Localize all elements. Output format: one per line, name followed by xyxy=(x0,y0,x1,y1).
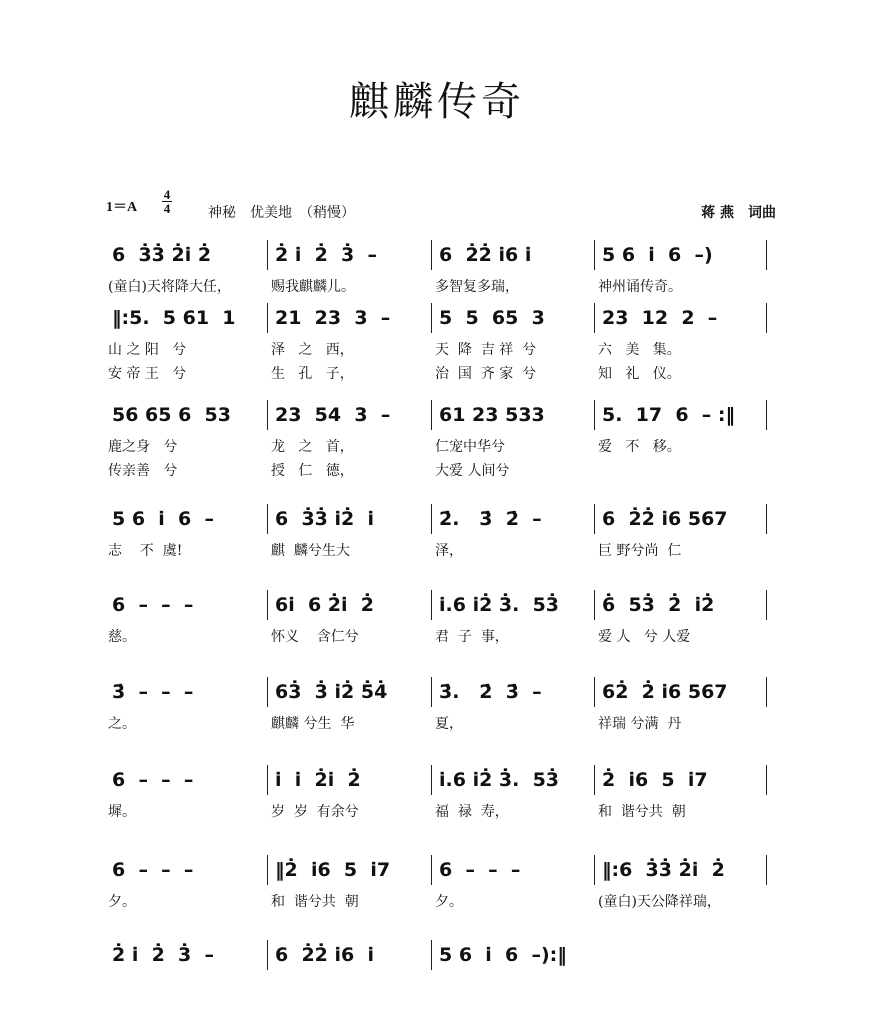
barline xyxy=(267,240,268,270)
lyric-line: 夏， xyxy=(435,716,463,732)
barline xyxy=(594,590,595,620)
measure-notes: 6 3̇3̇ 2̇i̇ 2̇ xyxy=(112,244,212,266)
measure-notes: 5 5 65 3 xyxy=(439,307,545,329)
notation-system xyxy=(108,504,770,584)
notes-row xyxy=(108,765,770,795)
measure-notes: 63̇ 3̇ i̇2̇ 5̇4̇ xyxy=(275,681,388,703)
barline xyxy=(594,303,595,333)
notation-system xyxy=(108,940,770,1020)
measure-notes: 2̇ i̇ 2̇ 3̇ – xyxy=(275,244,377,266)
measure xyxy=(602,504,728,534)
lyric-line: 泽， xyxy=(435,543,463,559)
barline xyxy=(594,504,595,534)
measure xyxy=(439,400,545,430)
measure xyxy=(439,303,545,333)
measure-notes: 6 – – – xyxy=(112,769,194,791)
barline xyxy=(431,677,432,707)
measure-notes: 6i̇ 6 2̇i̇ 2̇ xyxy=(275,594,374,616)
barline xyxy=(267,765,268,795)
measure-notes: 6 2̇2̇ i̇6 567 xyxy=(602,508,728,530)
notation-system xyxy=(108,765,770,845)
barline xyxy=(594,240,595,270)
measure-notes: 5 6 i̇ 6 – xyxy=(112,508,214,530)
lyric-line: 祥瑞 兮满 丹 xyxy=(598,716,682,732)
measure-notes: 2̇ i̇6 5 i̇7 xyxy=(602,769,708,791)
lyric-line: 授 仁 德， xyxy=(271,463,354,479)
measure-notes: 2̇. 3̇ 2̇ – xyxy=(439,508,542,530)
barline xyxy=(766,400,767,430)
time-signature: 4 4 xyxy=(163,187,171,216)
barline xyxy=(594,400,595,430)
notes-row xyxy=(108,855,770,885)
measure xyxy=(439,765,559,795)
barline xyxy=(594,855,595,885)
measure xyxy=(439,940,567,970)
tempo-marking: 神秘 优美地 （稍慢） xyxy=(208,205,355,221)
author-credit: 蒋 燕 词曲 xyxy=(701,205,776,221)
lyric-line: 鹿之身 兮 xyxy=(108,439,178,455)
lyric-line: 多智复多瑞， xyxy=(435,279,519,295)
measure xyxy=(112,677,193,707)
lyric-line: 巨 野兮尚 仁 xyxy=(598,543,682,559)
barline xyxy=(267,940,268,970)
barline xyxy=(766,590,767,620)
barline xyxy=(431,504,432,534)
measure-notes: 6 2̇2̇ i̇6 i̇ xyxy=(275,944,374,966)
lyric-line: 六 美 集。 xyxy=(598,342,681,358)
barline xyxy=(431,400,432,430)
barline xyxy=(766,240,767,270)
measure xyxy=(439,240,531,270)
barline xyxy=(431,940,432,970)
measure-notes: 3̇ – – – xyxy=(112,681,194,703)
lyric-line: 山 之 阳 兮 xyxy=(108,342,187,358)
lyric-line: 志 不 虞! xyxy=(108,543,183,559)
measure xyxy=(275,855,390,885)
measure-notes: 6 2̇2̇ i̇6 i̇ xyxy=(439,244,532,266)
measure-notes: 21 23 3 – xyxy=(275,307,391,329)
lyric-line: 福 禄 寿， xyxy=(435,804,509,820)
lyric-line: 夕。 xyxy=(435,894,463,910)
measure-notes: i̇.6 i̇2̇ 3̇. 53̇ xyxy=(439,594,560,616)
measure xyxy=(602,240,713,270)
barline xyxy=(594,677,595,707)
measure xyxy=(275,303,390,333)
measure xyxy=(112,400,231,430)
barline xyxy=(267,400,268,430)
lyric-line: 神州诵传奇。 xyxy=(598,279,682,295)
lyric-line: 治 国 齐 家 兮 xyxy=(435,366,537,382)
key-signature: 1＝A xyxy=(106,200,138,215)
measure xyxy=(112,765,193,795)
notes-row xyxy=(108,940,770,970)
lyric-line: 和 谐兮共 朝 xyxy=(598,804,686,820)
notes-row xyxy=(108,677,770,707)
notes-row xyxy=(108,590,770,620)
barline xyxy=(766,855,767,885)
barline xyxy=(431,240,432,270)
notation-system xyxy=(108,303,770,383)
barline xyxy=(267,303,268,333)
measure-notes: 23 54 3 – xyxy=(275,404,391,426)
measure xyxy=(439,504,542,534)
lyric-line: 爱 人 兮 人爱 xyxy=(598,629,691,645)
measure xyxy=(602,765,708,795)
measure xyxy=(112,303,236,333)
lyric-line: 赐我麒麟儿。 xyxy=(271,279,355,295)
barline xyxy=(431,765,432,795)
notes-row xyxy=(108,400,770,430)
lyric-line: 生 孔 子， xyxy=(271,366,354,382)
barline xyxy=(431,855,432,885)
measure-notes: 2̇ i̇ 2̇ 3̇ – xyxy=(112,944,214,966)
lyric-line: 仁宠中华兮 xyxy=(435,439,505,455)
notes-row xyxy=(108,303,770,333)
measure xyxy=(439,590,559,620)
measure xyxy=(112,855,193,885)
lyric-line: (童白)天将降大任， xyxy=(108,279,231,295)
measure xyxy=(275,940,374,970)
measure xyxy=(275,590,374,620)
lyric-line: 和 谐兮共 朝 xyxy=(271,894,359,910)
lyric-line: (童白)天公降祥瑞， xyxy=(598,894,721,910)
measure-notes: 6 – – – xyxy=(439,859,521,881)
barline xyxy=(766,504,767,534)
lyric-line: 爱 不 移。 xyxy=(598,439,681,455)
barline xyxy=(594,765,595,795)
measure-notes: 61 23 533 xyxy=(439,404,545,426)
lyric-line: 慈。 xyxy=(108,629,136,645)
notation-system xyxy=(108,855,770,935)
notes-row xyxy=(108,240,770,270)
measure xyxy=(602,855,725,885)
measure xyxy=(602,677,728,707)
lyric-line: 君 子 事， xyxy=(435,629,509,645)
measure-notes: 5 6 i̇ 6 –) xyxy=(602,244,713,266)
measure-notes: 6 3̇3̇ i̇2̇ i̇ xyxy=(275,508,374,530)
measure xyxy=(112,590,193,620)
barline xyxy=(267,855,268,885)
barline xyxy=(431,590,432,620)
score-header xyxy=(106,188,776,228)
lyric-line: 岁 岁 有余兮 xyxy=(271,804,359,820)
measure xyxy=(439,677,542,707)
measure-notes: 6 – – – xyxy=(112,594,194,616)
lyric-line: 麒麟 兮生 华 xyxy=(271,716,355,732)
measure-notes: ‖:6 3̇3̇ 2̇i̇ 2̇ xyxy=(602,859,725,881)
barline xyxy=(267,677,268,707)
measure xyxy=(439,855,520,885)
lyric-line: 夕。 xyxy=(108,894,136,910)
measure xyxy=(275,765,361,795)
barline xyxy=(431,303,432,333)
lyric-line: 麒 麟兮生大 xyxy=(271,543,350,559)
measure xyxy=(112,940,214,970)
notation-system xyxy=(108,590,770,670)
measure xyxy=(602,590,714,620)
measure-notes: 6 – – – xyxy=(112,859,194,881)
lyric-line: 墀。 xyxy=(108,804,136,820)
measure-notes: ‖2̇ i̇6 5 i̇7 xyxy=(275,859,391,881)
barline xyxy=(267,504,268,534)
measure-notes: ‖:5. 5 61 1 xyxy=(112,307,236,329)
measure-notes: 6̇ 53̇ 2̇ i̇2̇ xyxy=(602,594,715,616)
lyric-line: 怀义 含仁兮 xyxy=(271,629,359,645)
notation-system xyxy=(108,400,770,480)
measure-notes: i̇ i̇ 2̇i̇ 2̇ xyxy=(275,769,361,791)
barline xyxy=(766,677,767,707)
measure xyxy=(275,240,377,270)
measure-notes: 23 12 2 – xyxy=(602,307,718,329)
notation-system xyxy=(108,677,770,757)
lyric-line: 天 降 吉 祥 兮 xyxy=(435,342,537,358)
lyric-line: 安 帝 王 兮 xyxy=(108,366,187,382)
notes-row xyxy=(108,504,770,534)
lyric-line: 泽 之 西， xyxy=(271,342,354,358)
measure xyxy=(602,400,735,430)
measure-notes: 3̇. 2̇ 3̇ – xyxy=(439,681,542,703)
measure-notes: 5 6 i̇ 6 –):‖ xyxy=(439,944,567,966)
song-title: 麒麟传奇 xyxy=(349,79,525,125)
measure xyxy=(275,504,374,534)
lyric-line: 传亲善 兮 xyxy=(108,463,178,479)
barline xyxy=(766,765,767,795)
measure-notes: 56 65 6 53 xyxy=(112,404,232,426)
measure xyxy=(112,504,214,534)
lyric-line: 之。 xyxy=(108,716,136,732)
measure-notes: 62̇ 2̇ i̇6 567 xyxy=(602,681,728,703)
measure-notes: 5. 17 6 – :‖ xyxy=(602,404,735,426)
lyric-line: 知 礼 仪。 xyxy=(598,366,681,382)
measure-notes: i̇.6 i̇2̇ 3̇. 53̇ xyxy=(439,769,560,791)
measure xyxy=(275,677,387,707)
lyric-line: 大爱 人间兮 xyxy=(435,463,510,479)
measure xyxy=(602,303,717,333)
measure xyxy=(275,400,390,430)
barline xyxy=(267,590,268,620)
barline xyxy=(766,303,767,333)
measure xyxy=(112,240,211,270)
lyric-line: 龙 之 首， xyxy=(271,439,354,455)
